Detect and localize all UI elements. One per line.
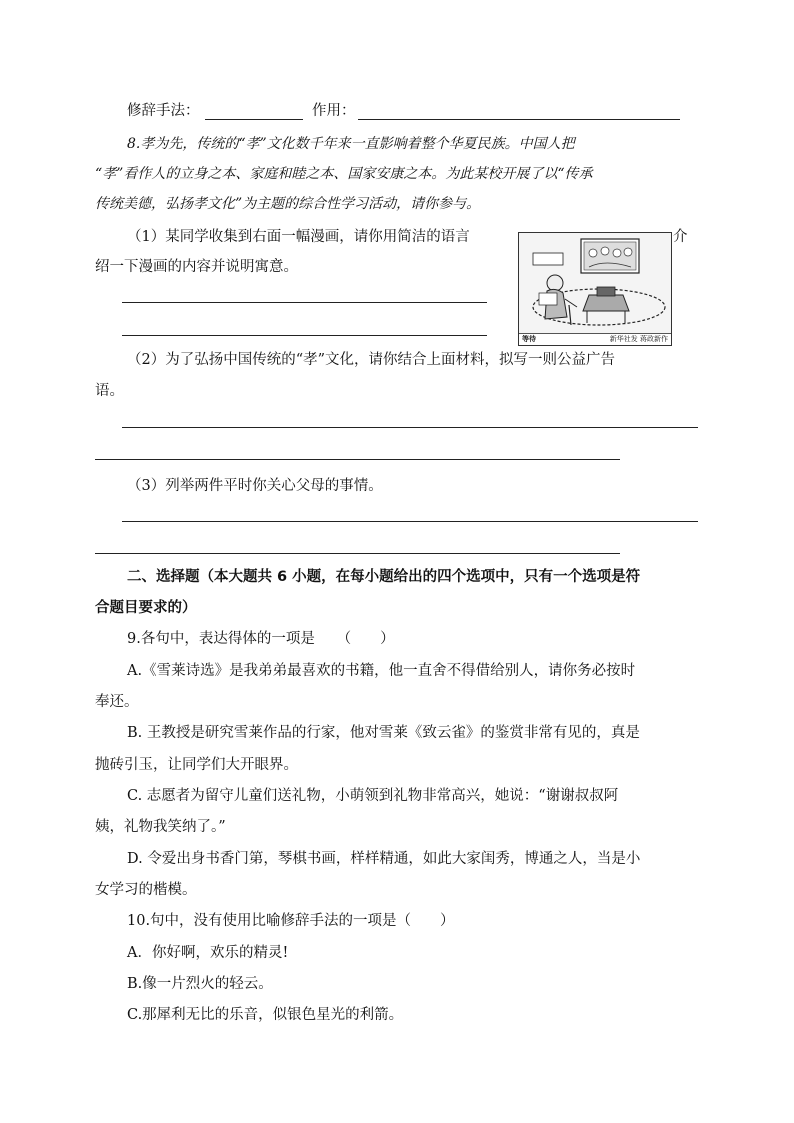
q10-option-a: A．你好啊，欢乐的精灵! [127,945,289,961]
q8-intro-line2: “孝”看作人的立身之本、家庭和睦之本、国家安康之本。为此某校开展了以“传承 [95,166,593,182]
q10-option-c: C.那犀利无比的乐音，似银色星光的利箭。 [127,1007,404,1023]
q9-option-a-line1: A.《雪莱诗选》是我弟弟最喜欢的书籍，他一直舍不得借给别人，请你务必按时 [127,663,636,679]
technique-label [127,101,200,121]
cartoon-image [518,232,672,346]
q8-sub1-tail: 介 [673,229,688,245]
section2-heading-line2: 合题目要求的） [95,600,197,616]
q9-option-a-line2: 奉还。 [95,694,139,710]
q8-sub2-line1: （2）为了弘扬中国传统的“孝”文化，请你结合上面材料，拟写一则公益广告 [127,352,616,368]
q8-intro-line3: 传统美德，弘扬孝文化”为主题的综合性学习活动，请你参与。 [95,196,481,212]
q8-sub1-answer-line1[interactable] [122,302,487,303]
q8-sub2-line2: 语。 [95,383,124,399]
q8-sub3: （3）列举两件平时你关心父母的事情。 [127,478,383,494]
q9-stem: 9.各句中，表达得体的一项是 （ ） [127,631,395,647]
q8-sub1-answer-line2[interactable] [122,335,487,336]
q9-option-c-line1: C. 志愿者为留守儿童们送礼物，小萌领到礼物非常高兴，她说：“谢谢叔叔阿 [127,788,619,804]
q8-sub1-line2: 绍一下漫画的内容并说明寓意。 [95,259,298,275]
q8-sub2-answer-line2[interactable] [95,459,620,460]
q9-option-d-line1: D. 令爱出身书香门第，琴棋书画，样样精通，如此大家闺秀，博通之人，当是小 [127,851,641,867]
q8-sub3-answer-line2[interactable] [95,553,620,554]
q8-sub1-line1: （1）某同学收集到右面一幅漫画，请你用简洁的语言 [127,229,470,245]
cartoon-drawing [519,233,671,333]
technique-blank[interactable] [205,119,303,120]
q9-option-b-line1: B. 王教授是研究雪莱作品的行家，他对雪莱《致云雀》的鉴赏非常有见的，真是 [127,725,640,741]
section2-heading-line1: 二、选择题（本大题共 6 小题，在每小题给出的四个选项中，只有一个选项是符 [127,569,641,585]
effect-label [312,101,356,121]
effect-blank[interactable] [358,119,680,120]
technique-label-text: 修辞手法： [127,103,200,119]
q9-option-c-line2: 姨，礼物我笑纳了。” [95,819,226,835]
cartoon-caption-title: 等待 [522,335,536,343]
q9-option-b-line2: 抛砖引玉，让同学们大开眼界。 [95,757,298,773]
q8-sub3-answer-line1[interactable] [122,521,698,522]
cartoon-caption [519,333,671,345]
q9-option-d-line2: 女学习的楷模。 [95,882,197,898]
q10-stem: 10.句中，没有使用比喻修辞手法的一项是（ ） [127,913,455,929]
cartoon-caption-credit: 新华社发 蒋政新作 [609,335,668,343]
effect-label-text: 作用： [312,103,356,119]
q8-sub2-answer-line1[interactable] [122,427,698,428]
q10-option-b: B.像一片烈火的轻云。 [127,976,273,992]
q8-intro-line1: 8.孝为先，传统的“孝”文化数千年来一直影响着整个华夏民族。中国人把 [127,136,575,152]
